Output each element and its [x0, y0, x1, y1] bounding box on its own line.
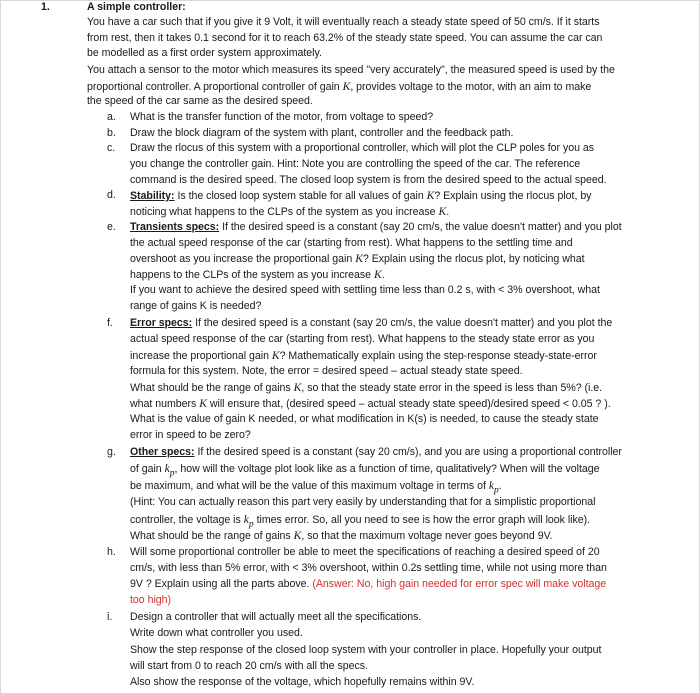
item-h-line-2: cm/s, with less than 5% error, with < 3% overshoot, within 0.2s settling time, while not using more than [130, 562, 607, 574]
item-f-text: If the desired speed is a constant (say 20 cm/s, the value doesn't matter) and you plot the [192, 317, 613, 329]
question-title: A simple controller: [87, 1, 186, 13]
gain-p-symbol [243, 513, 254, 530]
gain-symbol: K [199, 397, 207, 410]
gain-p-subscript: p [248, 518, 254, 530]
item-f-line-6 [130, 396, 611, 412]
item-e-line-2: the actual speed response of the car (starting from rest). What happens to the settling time and [130, 237, 573, 249]
item-i-marker: i. [107, 611, 113, 623]
item-d-text: ? Explain using the rlocus plot, by [434, 190, 592, 202]
item-a-line-1: What is the transfer function of the motor, from voltage to speed? [130, 111, 434, 123]
setup-line-1: You attach a sensor to the motor which measures its speed "very accurately", the measured speed is used by the [87, 64, 615, 76]
item-f-line-4: formula for this system. Note, the error = desired speed – actual steady state speed. [130, 365, 523, 377]
item-f-line-2: actual speed response of the car (starting from rest). What happens to the steady state error as you [130, 333, 595, 345]
intro-line-3: be modelled as a first order system approximately. [87, 47, 322, 59]
gain-p-base: k [164, 462, 170, 475]
item-d-marker: d. [107, 189, 116, 201]
item-g-text: of gain [130, 463, 165, 475]
item-g-text: , how will the voltage plot look like as a function of time, qualitatively? When will the voltage [174, 463, 600, 475]
item-d-text: . [446, 206, 450, 218]
item-i-line-2: Write down what controller you used. [130, 627, 303, 639]
item-c-marker: c. [107, 142, 116, 154]
question-number: 1. [41, 1, 50, 13]
item-g-text: controller, the voltage is [130, 514, 244, 526]
item-d-line-1 [130, 188, 591, 204]
item-e-line-1 [130, 220, 622, 235]
item-h-marker: h. [107, 546, 116, 558]
item-f-line-5 [130, 380, 602, 396]
intro-line-2: from rest, then it takes 0.1 second for it to reach 63.2% of the steady state speed. You can assume the car can [87, 32, 603, 44]
answer-text: (Answer: No, high gain needed for error spec will make voltage [309, 578, 607, 590]
item-e-marker: e. [107, 221, 116, 233]
gain-symbol: K [293, 381, 302, 394]
other-specs-heading: Other specs: [130, 446, 195, 458]
gain-p-subscript: p [169, 467, 175, 479]
gain-p-symbol [488, 479, 499, 496]
item-f-line-8: error in speed to be zero? [130, 429, 251, 441]
item-f-text: , so that the steady state error in the speed is less than 5%? (i.e. [301, 382, 603, 394]
item-e-line-5: If you want to achieve the desired speed with settling time less than 0.2 s, with < 3% overshoot, what [130, 284, 600, 296]
item-f-text: What should be the range of gains [130, 382, 294, 394]
item-f-text: will ensure that, (desired speed – actual steady state speed)/desired speed < 0.05 ? ). [206, 398, 611, 410]
gain-symbol: K [271, 349, 280, 362]
setup-line-2 [87, 79, 591, 95]
item-g-text: . [498, 480, 502, 492]
gain-p-symbol [164, 462, 175, 479]
item-g-text: , so that the maximum voltage never goes beyond 9V. [301, 530, 553, 542]
item-e-line-6: range of gains K is needed? [130, 300, 262, 312]
item-e-text: . [381, 269, 385, 281]
setup-text: proportional controller. A proportional controller of gain [87, 81, 340, 93]
item-g-marker: g. [107, 446, 116, 458]
item-g-line-1 [130, 445, 622, 460]
item-e-text: overshoot as you increase the proportional gain [130, 253, 356, 265]
item-d-text: noticing what happens to the CLPs of the system as you increase [130, 206, 439, 218]
item-g-line-6 [130, 528, 553, 544]
item-e-line-3 [130, 251, 585, 267]
gain-p-subscript: p [493, 484, 499, 496]
transients-heading: Transients specs: [130, 221, 220, 233]
item-f-text: increase the proportional gain [130, 350, 272, 362]
gain-symbol: K [293, 529, 302, 542]
setup-line-3: the speed of the car same as the desired speed. [87, 95, 313, 107]
intro-line-1: You have a car such that if you give it 9 Volt, it will eventually reach a steady state speed of 50 cm/s. If it starts [87, 16, 600, 28]
item-h-line-1: Will some proportional controller be able to meet the specifications of reaching a desired speed of 20 [130, 546, 600, 558]
stability-heading: Stability: [130, 190, 175, 202]
item-i-line-1: Design a controller that will actually meet all the specifications. [130, 611, 422, 623]
item-g-text: What should be the range of gains [130, 530, 294, 542]
item-i-line-5: Also show the response of the voltage, which hopefully remains within 9V. [130, 676, 475, 688]
gain-symbol: K [342, 80, 351, 93]
gain-p-base: k [488, 479, 494, 492]
item-f-line-7: What is the value of gain K needed, or what modification in K(s) is needed, to cause the steady state [130, 413, 599, 425]
setup-text: , provides voltage to the motor, with an aim to make [350, 81, 592, 93]
gain-symbol: K [438, 205, 447, 218]
item-h-line-3 [130, 577, 606, 592]
item-f-marker: f. [107, 317, 113, 329]
item-f-line-1 [130, 316, 612, 331]
item-f-text: ? Mathematically explain using the step-response steady-state-error [279, 350, 597, 362]
gain-symbol: K [426, 189, 435, 202]
item-g-text: times error. So, all you need to see is how the error graph will look like). [253, 514, 591, 526]
item-a-marker: a. [107, 111, 116, 123]
item-d-text: Is the closed loop system stable for all values of gain [174, 190, 427, 202]
item-c-line-1: Draw the rlocus of this system with a proportional controller, which will plot the CLP poles for you as [130, 142, 595, 154]
gain-symbol: K [373, 268, 382, 281]
item-b-line-1: Draw the block diagram of the system with plant, controller and the feedback path. [130, 127, 514, 139]
gain-symbol: K [355, 252, 363, 265]
item-g-line-4: (Hint: You can actually reason this part very easily by understanding that for a simplistic proportional [130, 496, 596, 508]
item-d-line-2 [130, 204, 449, 220]
error-heading: Error specs: [130, 317, 193, 329]
item-g-text: be maximum, and what will be the value of this maximum voltage in terms of [130, 480, 489, 492]
item-i-line-3: Show the step response of the closed loop system with your controller in place. Hopefully your output [130, 644, 602, 656]
item-f-line-3 [130, 348, 597, 364]
item-e-line-4 [130, 267, 385, 283]
item-f-text: what numbers [130, 398, 200, 410]
item-e-text: happens to the CLPs of the system as you increase [130, 269, 374, 281]
item-h-line-4-answer: too high) [130, 594, 172, 606]
gain-p-base: k [243, 513, 249, 526]
item-b-marker: b. [107, 127, 116, 139]
item-e-text: ? Explain using the rlocus plot, by noticing what [362, 253, 585, 265]
item-c-line-2: you change the controller gain. Hint: Note you are controlling the speed of the car. The reference [130, 158, 581, 170]
item-c-line-3: command is the desired speed. The closed loop system is from the desired speed to the actual speed. [130, 174, 607, 186]
item-i-line-4: will start from 0 to reach 20 cm/s with all the specs. [130, 660, 368, 672]
item-h-text: 9V ? Explain using all the parts above. [130, 578, 310, 590]
item-e-text: If the desired speed is a constant (say 20 cm/s, the value doesn't matter) and you plot [219, 221, 622, 233]
item-g-text: If the desired speed is a constant (say 20 cm/s), and you are using a proportional controller [194, 446, 622, 458]
